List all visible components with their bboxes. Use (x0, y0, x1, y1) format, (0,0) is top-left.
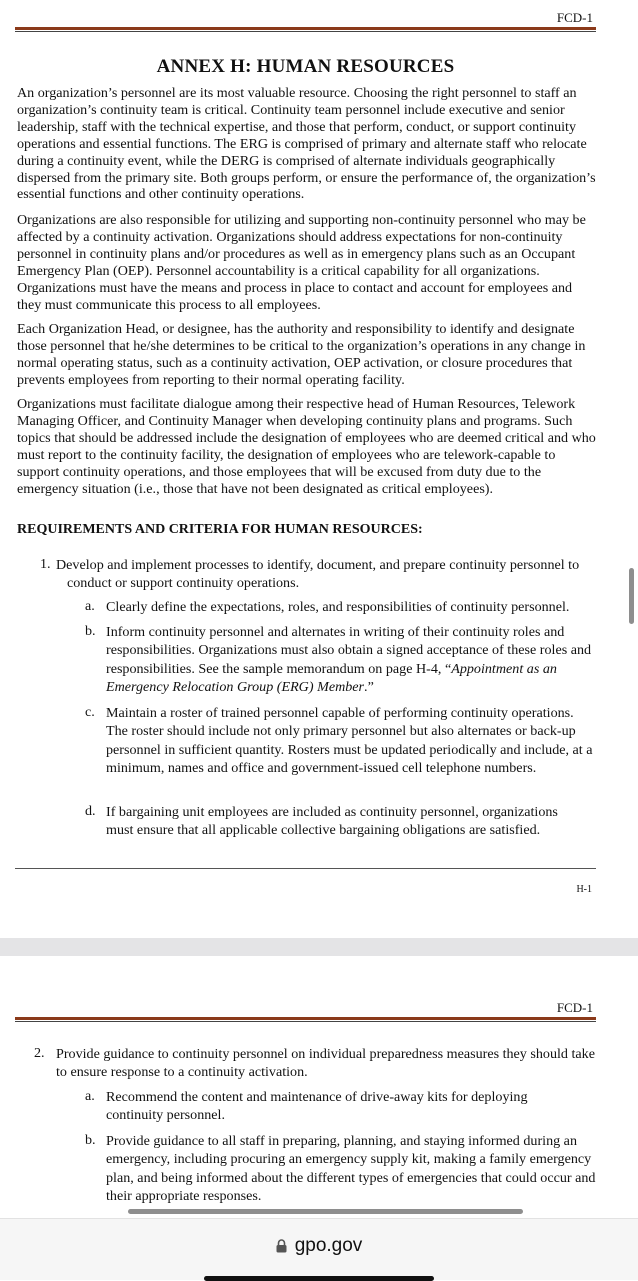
list-number: 2. (34, 1045, 45, 1061)
sub-list-text: Clearly define the expectations, roles, and responsibilities of continuity personnel. (106, 599, 570, 615)
paragraph-3: Each Organization Head, or designee, has the authority and responsibility to identify and designate those personnel that he/she determines to be critical to the organization’s operations in any change in normal operating status, such as a continuity activation, OEP activation, or closure procedures that prevents employees from reporting to their normal operating facility. (17, 321, 586, 388)
paragraph-4: Organizations must facilitate dialogue among their respective head of Human Resources, Telework Managing Officer, and Continuity Manager when developing continuity plans and programs. Such topics that should be addressed include the designation of employees who are deemed critical and who must report to the continuity facility, the designation of employees who are telework-capable to support continuity operations, and those employees that will be excused from duty due to the emergency situation (i.e., those that have not been designated as critical employees). (17, 396, 596, 497)
sub-list-letter: c. (85, 704, 95, 720)
vertical-scrollbar[interactable] (629, 568, 634, 624)
url-text: gpo.gov (294, 1235, 363, 1256)
sub-list-text: If bargaining unit employees are included as continuity personnel, organizations must ensure that all applicable collective bargaining obligations are satisfied. (106, 804, 558, 839)
sub-list-letter: a. (85, 1088, 95, 1104)
header-rule (15, 27, 596, 30)
lock-icon (276, 1237, 287, 1259)
sub-list-letter: b. (85, 1132, 96, 1148)
paragraph-1: An organization’s personnel are its most valuable resource. Choosing the right personnel to staff an organization’s continuity team is critical. Continuity team personnel include executive and senior leadership, staff with the technical expertise, and those that perform, conduct, or support continuity operations and essential functions. The ERG is comprised of primary and alternate staff who relocate during a continuity event, while the DERG is comprised of alternate individuals geographically dispersed from the primary site. Both groups perform, or ensure the performance of, the organization’s essential functions and other continuity operations. (17, 85, 596, 203)
memo-title: Appointment as an Emergency Relocation Group (ERG) Member (106, 660, 557, 695)
footer-rule (15, 868, 596, 869)
header-code: FCD-1 (556, 10, 593, 25)
requirements-heading: REQUIREMENTS AND CRITERIA FOR HUMAN RESOURCES: (17, 522, 423, 537)
page-number: H-1 (576, 884, 592, 895)
header-rule (15, 1017, 596, 1020)
annex-title: ANNEX H: HUMAN RESOURCES (156, 56, 455, 77)
sub-list-text: Provide guidance to all staff in preparing, planning, and staying informed during an emergency, including procuring an emergency supply kit, making a family emergency plan, and being informed about the different types of emergencies that could occur and their appropriate responses. (106, 1133, 596, 1204)
list-item-text: Develop and implement processes to identify, document, and prepare continuity personnel to conduct or support continuity operations. (56, 557, 580, 592)
sub-list-text (106, 623, 594, 696)
sub-list-text-main: Inform continuity personnel and alternates in writing of their continuity roles and responsibilities. Organizations must also obtain a signed acceptance of these roles and responsibilities. See the sample memorandum on page H-4, “ (106, 624, 592, 677)
sub-list-letter: a. (85, 598, 95, 614)
sub-list-letter: d. (85, 803, 96, 819)
sub-list-text: Recommend the content and maintenance of drive-away kits for deploying continuity personnel. (106, 1089, 528, 1124)
browser-bar (0, 1218, 638, 1280)
header-code: FCD-1 (556, 1000, 593, 1015)
list-item-text: Provide guidance to continuity personnel on individual preparedness measures they should take to ensure response to a continuity activation. (56, 1046, 595, 1081)
sub-list-letter: b. (85, 623, 96, 639)
horizontal-scrollbar[interactable] (128, 1209, 523, 1214)
document-page-2 (0, 956, 638, 1218)
page-separator (0, 938, 638, 956)
sub-list-text-tail: .” (364, 678, 374, 695)
paragraph-2: Organizations are also responsible for utilizing and supporting non-continuity personnel who may be affected by a continuity activation. Organizations should address expectations for non-continuity personnel in continuity plans and/or procedures as well as in emergency plans such as an Occupant Emergency Plan (OEP). Personnel accountability is a critical capability for all organizations. Organizations must have the means and process in place to contact and account for employees and they must communicate this process to all employees. (17, 212, 586, 313)
url-field[interactable] (0, 1235, 638, 1259)
sub-list-text: Maintain a roster of trained personnel capable of performing continuity operations. The roster should include not only primary personnel but also alternates or back-up personnel in sufficient quantity. Rosters must be updated periodically and include, at a minimum, names and office and government-issued cell telephone numbers. (106, 705, 593, 776)
list-number: 1. (40, 556, 51, 572)
